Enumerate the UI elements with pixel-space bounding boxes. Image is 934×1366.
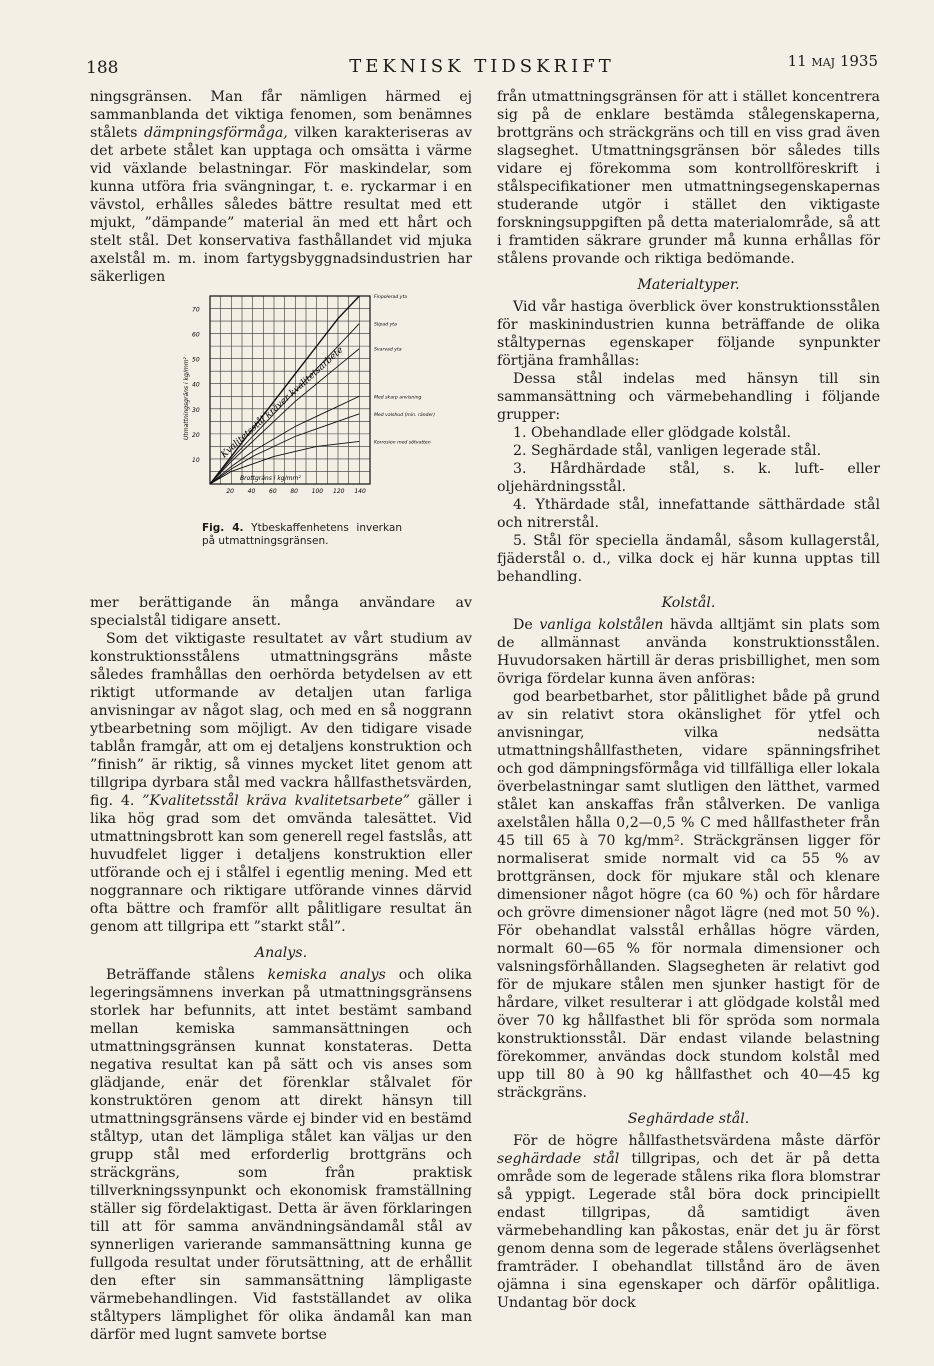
- series-label: Svarvad yta: [374, 347, 402, 353]
- right-column: [497, 88, 880, 1312]
- y-tick-label: 30: [192, 406, 200, 414]
- x-tick-label: 20: [226, 488, 234, 495]
- x-tick-label: 120: [333, 488, 345, 495]
- y-tick-label: 20: [192, 431, 200, 439]
- series-label: Slipad yta: [374, 322, 397, 328]
- list-item: 2. Seghärdade stål, vanligen legerade stål.: [513, 443, 822, 459]
- y-tick-label: 10: [192, 456, 200, 464]
- right-paragraph-2: Vid vår hastiga överblick över konstruktionsstålen för maskinindustrien kunna beträffande de olika ståltypernas egenskaper följande synpunkter förtjäna framhållas:: [497, 299, 880, 369]
- y-tick-label: 60: [192, 331, 200, 339]
- emphasis-analys: kemiska analys: [267, 967, 386, 983]
- paragraph-4: Beträffande stålens kemiska analys och olika legeringsämnens inverkan på utmattningsgränsens storlek har befunnits, att intet bestämt samband mellan kemiska sammansättningen och utmattningsgränsen kunnat konstateras. Detta negativa resultat kan på sätt och vis anses som glädjande, enär det förenklar stålvalet för konstruktören genom att direkt hänsyn till utmattningsgränsens värde ej binder vid en bestämd ståltyp, utan det lämpliga stålet kan väljas ur den grupp stål med erforderlig brottgräns och sträckgräns, som från praktisk tillverkningssynpunkt och ekonomisk framställning ställer sig fördelaktigast. Detta är även förklaringen till att för samma användningsändamål stål av synnerligen varierande sammansättning kunna ge fullgoda resultat under förutsättning, att de erhållit den efter sin sammansättning lämpligaste värmebehandlingen. Vid fastställandet av olika ståltypers lämplighet för olika ändamål kan man därför med lugnt samvete bortse: [90, 967, 472, 1343]
- right-paragraph-6: För de högre hållfasthetsvärdena måste därför seghärdade stål tillgripas, och det är på detta område som de legerade stålens rika flora blomstrar så yppigt. Legerade stål böra dock principiellt endast tillgripas, då samtidigt även värmebehandling kan påkostas, enär det ju är först genom denna som de legerade stålens överlägsenhet framträder. I obehandlat tillstånd äro de även ojämna i sina egenskaper och därför opålitliga. Undantag bör dock: [497, 1133, 880, 1311]
- list-item: 3. Hårdhärdade stål, s. k. luft- eller oljehärdningsstål.: [497, 461, 880, 495]
- series-label: Finpolerad yta: [374, 295, 408, 300]
- y-tick-label: 40: [192, 381, 200, 389]
- y-tick-label: 70: [192, 306, 200, 314]
- figure-4: [90, 290, 472, 586]
- fatigue-chart: [172, 290, 435, 510]
- x-tick-label: 80: [290, 488, 298, 495]
- paragraph-3: Som det viktigaste resultatet av vårt studium av konstruktionsstålens utmattningsgräns måste således framhållas den oerhörda betydelsen av ett riktigt utformande av detaljen utan farliga anvisningar av något slag, och med en så noggrann ytbearbetning som möjligt. Av den tidigare visade tablån framgår, att om ej detaljens konstruktion och ”finish” är riktig, så vinnes mycket litet genom att tillgripa dyrbara stål med vackra hållfasthetsvärden, fig. 4. ”Kvalitetsstål kräva kvalitetsarbete” gäller i lika hög grad som det omvända talesättet. Vid utmattningsbrott kan som generell regel fastslås, att huvudfelet ligger i detaljens konstruktion eller utförande och ej i stålfel i egentlig mening. Med ett noggrannare och riktigare utförande vinnes därvid ofta bättre och framför allt pålitligare resultat än genom att tillgripa ett ”starkt stål”.: [90, 631, 473, 935]
- emphasis-quote: ”Kvalitetsstål kräva kvalitetsarbete”: [142, 793, 410, 809]
- paragraph-2: mer berättigande än många användare av specialstål tidigare ansett.: [90, 595, 472, 629]
- paragraph-1: ningsgränsen. Man får nämligen härmed ej sammanblanda det viktiga fenomen, som benämnes stålets dämpningsförmåga, vilken karakteriseras av det arbete stålet kan upptaga och omsätta i värme vid växlande belastningar. För maskindelar, som kunna utföra fria svängningar, t. e. ryckarmar i en vävstol, erhålles således bättre resultat med ett mjukt, ”dämpande” material än med ett hårt och stelt stål. Det konservativa fasthållandet vid mjuka axelstål m. m. inom fartygsbyggnadsindustrien har säkerligen: [90, 89, 472, 285]
- list-item: 1. Obehandlade eller glödgade kolstål.: [513, 425, 792, 441]
- x-tick-label: 60: [269, 488, 277, 495]
- right-paragraph-3: Dessa stål indelas med hänsyn till sin sammansättning och värmebehandling i följande grupper:: [497, 371, 880, 423]
- left-column: [90, 88, 472, 1344]
- page-header: [86, 52, 878, 82]
- issue-date: 11 maj 1935: [787, 52, 878, 70]
- emphasis-kolstal: vanliga kolstålen: [539, 617, 664, 633]
- x-tick-label: 40: [247, 488, 256, 495]
- heading-analys: Analys.: [254, 945, 308, 961]
- page-number: 188: [86, 58, 119, 78]
- right-paragraph-1: från utmattningsgränsen för att i stället koncentrera sig på de enklare bestämda stålegenskaperna, brottgräns och sträckgräns och till en viss grad även slagseghet. Utmattningsgränsen bör således tills vidare ej förekomma som kontrollföreskrift i stålspecifikationer men utmattningsegenskapernas studerande utgör i stället den viktigaste forskningsuppgiften på detta materialområde, så att i framtiden säkrare grunder må kunna erhållas för stålens provande och riktiga bedömande.: [497, 89, 880, 267]
- heading-seghardade: Seghärdade stål.: [627, 1111, 750, 1127]
- series-label: Med skarp anvisning: [374, 395, 422, 401]
- right-paragraph-4: De vanliga kolstålen hävda alltjämt sin plats som de allmännast använda konstruktionsstålen. Huvudorsaken härtill är deras prisbillighet, men som övriga fördelar kunna även anföras:: [497, 617, 880, 687]
- diagonal-label: Kvalitetsstål kräver kvalitetsarbete: [219, 345, 346, 461]
- heading-materialtyper: Materialtyper.: [637, 277, 740, 293]
- y-axis-label: Utmattningsgräns i kg/mm²: [183, 357, 190, 440]
- series-label: Korrosion med sötvatten: [374, 440, 431, 446]
- series-label: Med valshud (min. ränder): [374, 412, 435, 418]
- list-item: 4. Ythärdade stål, innefattande sätthärdade stål och nitrerstål.: [497, 497, 880, 531]
- list-item: 5. Stål för speciella ändamål, såsom kullagerstål, fjäderstål o. d., vilka dock ej här kunna upptas till behandling.: [497, 533, 880, 585]
- heading-kolstal: Kolstål.: [661, 595, 716, 611]
- emphasis-seghardade: seghärdade stål: [497, 1151, 620, 1167]
- right-paragraph-5: god bearbetbarhet, stor pålitlighet både på grund av sin relativt stora okänslighet för ytfel och anvisningar, vilka nedsätta utmattningshållfastheten, vidare spänningsfrihet och god dämpningsförmåga vid tillfälliga eller lokala överbelastningar samt slutligen den lätthet, varmed stålet kan anskaffas från stålverken. De vanliga axelstålen hålla 0,2—0,5 % C med hållfastheter från 45 till 65 à 70 kg/mm². Sträckgränsen ligger för normaliserat smide normalt vid ca 55 % av brottgränsen, dock för mjukare stål och klenare dimensioner något högre (ca 60 %) och för hårdare och grövre dimensioner något lägre (ned mot 50 %). För obehandlat valsstål erhållas högre värden, normalt 60—65 % för normala dimensioner och valsningsförhållanden. Slagsegheten är relativt god för de mjukare stålen men sjunker hastigt för de hårdare, vilket resulterar i att glödgade kolstål med över 70 kg hållfasthet bli för spröda som normala konstruktionsstål. Där endast vilande belastning förekommer, användas dock stundom kolstål med upp till 80 à 90 kg hållfasthet och 40—45 kg sträckgräns.: [497, 689, 880, 1101]
- x-tick-label: 100: [311, 488, 324, 495]
- emphasis-dampning: dämpningsförmåga,: [144, 125, 288, 141]
- figure-caption: Fig. 4. Ytbeskaffenhetens inverkan på utmattningsgränsen.: [202, 522, 402, 547]
- x-axis-label: Brottgräns i kg/mm²: [240, 475, 301, 482]
- x-tick-label: 140: [354, 488, 366, 495]
- y-tick-label: 50: [192, 356, 200, 364]
- journal-title: TEKNISK TIDSKRIFT: [349, 56, 615, 77]
